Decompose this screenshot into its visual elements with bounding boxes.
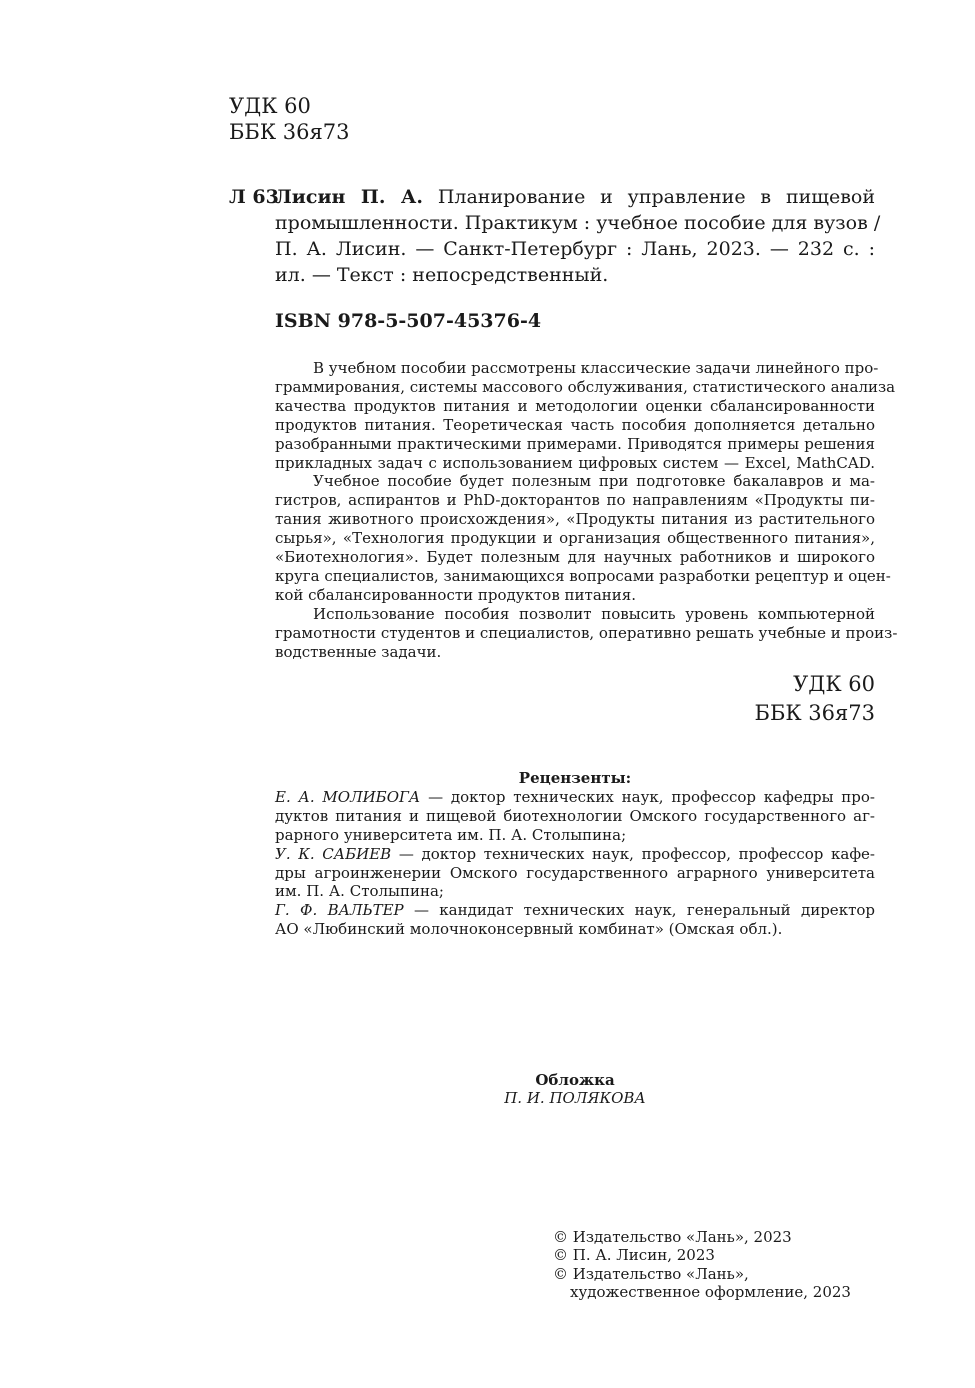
copyright-line: художественное оформление, 2023	[570, 1283, 851, 1302]
reviewer-3-line: АО «Любинский молочноконсервный комбинат» (Омская обл.).	[275, 920, 783, 939]
annotation-line: сырья», «Технология продукции и организация общественного питания»,	[275, 529, 875, 548]
reviewers-heading: Рецензенты:	[518, 769, 632, 787]
catalog-line-1: Лисин П. А. Планирование и управление в пищевой	[275, 186, 876, 208]
author-mark: Л 63	[229, 186, 279, 208]
copyright-line: © Издательство «Лань»,	[553, 1264, 749, 1283]
reviewer-1-line: дуктов питания и пищевой биотехнологии Омского государственного аг-	[275, 806, 875, 825]
udk-code: УДК 60	[229, 94, 311, 118]
annotation-line: круга специалистов, занимающихся вопросами разработки рецептур и оцен-	[275, 566, 891, 585]
udk-code: УДК 60	[793, 672, 875, 696]
annotation-line: граммирования, системы массового обслуживания, статистического анализа	[275, 377, 896, 396]
annotation	[275, 359, 898, 662]
annotation-line: Учебное пособие будет полезным при подготовке бакалавров и ма-	[313, 472, 875, 491]
annotation-line: гистров, аспирантов и PhD-докторантов по направлениям «Продукты пи-	[275, 491, 875, 510]
annotation-line: грамотности студентов и специалистов, оперативно решать учебные и произ-	[275, 623, 898, 642]
reviewer-2-line	[275, 845, 875, 864]
annotation-line: прикладных задач с использованием цифровых систем — Excel, MathCAD.	[275, 453, 875, 472]
catalog-line-4: ил. — Текст : непосредственный.	[275, 264, 609, 286]
isbn: ISBN 978-5-507-45376-4	[275, 310, 542, 332]
catalog-record	[275, 210, 881, 288]
reviewer-3-line	[275, 901, 875, 920]
cover-credit	[475, 1071, 675, 1107]
copyright-block	[553, 1228, 851, 1302]
reviewer-1-desc: — доктор технических наук, профессор кафедры про-	[420, 787, 875, 806]
annotation-line: тания животного происхождения», «Продукты питания из растительного	[275, 510, 875, 529]
annotation-line: водственные задачи.	[275, 642, 442, 661]
annotation-line: качества продуктов питания и методологии оценки сбалансированности	[275, 396, 875, 415]
annotation-line: «Биотехнология». Будет полезным для научных работников и широкого	[275, 548, 875, 567]
reviewer-2-line: дры агроинженерии Омского государственного аграрного университета	[275, 863, 875, 882]
annotation-line: Использование пособия позволит повысить уровень компьютерной	[313, 604, 875, 623]
reviewer-1-name: Е. А. МОЛИБОГА	[275, 787, 421, 806]
udk-bbk-header	[229, 93, 349, 145]
copyright-line: © Издательство «Лань», 2023	[553, 1228, 792, 1246]
cover-designer: П. И. ПОЛЯКОВА	[504, 1089, 646, 1107]
bbk-code: ББК 36я73	[754, 701, 875, 725]
reviewer-2-name: У. К. САБИЕВ	[275, 844, 392, 863]
catalog-author: Лисин П. А.	[275, 186, 423, 208]
catalog-line-2: промышленности. Практикум : учебное пособие для вузов /	[275, 212, 881, 234]
reviewer-3-desc: — кандидат технических наук, генеральный директор	[403, 901, 875, 920]
reviewer-2-desc: — доктор технических наук, профессор, профессор кафе-	[391, 844, 876, 863]
catalog-line-3: П. А. Лисин. — Санкт-Петербург : Лань, 2023. — 232 с. :	[275, 238, 875, 260]
udk-bbk-footer	[575, 670, 875, 728]
reviewers	[275, 769, 875, 939]
reviewer-1-line	[275, 788, 875, 807]
annotation-line: продуктов питания. Теоретическая часть пособия дополняется детально	[275, 415, 875, 434]
cover-heading: Обложка	[535, 1071, 615, 1089]
reviewer-1-line: рарного университета им. П. А. Столыпина;	[275, 825, 627, 844]
copyright-line: © П. А. Лисин, 2023	[553, 1246, 715, 1265]
annotation-line: кой сбалансированности продуктов питания.	[275, 585, 636, 604]
annotation-line: разобранными практическими примерами. Приводятся примеры решения	[275, 434, 875, 453]
reviewer-2-line: им. П. А. Столыпина;	[275, 882, 444, 901]
bbk-code: ББК 36я73	[229, 120, 350, 144]
reviewer-3-name: Г. Ф. ВАЛЬТЕР	[275, 901, 404, 920]
annotation-line: В учебном пособии рассмотрены классические задачи линейного про-	[313, 359, 879, 377]
